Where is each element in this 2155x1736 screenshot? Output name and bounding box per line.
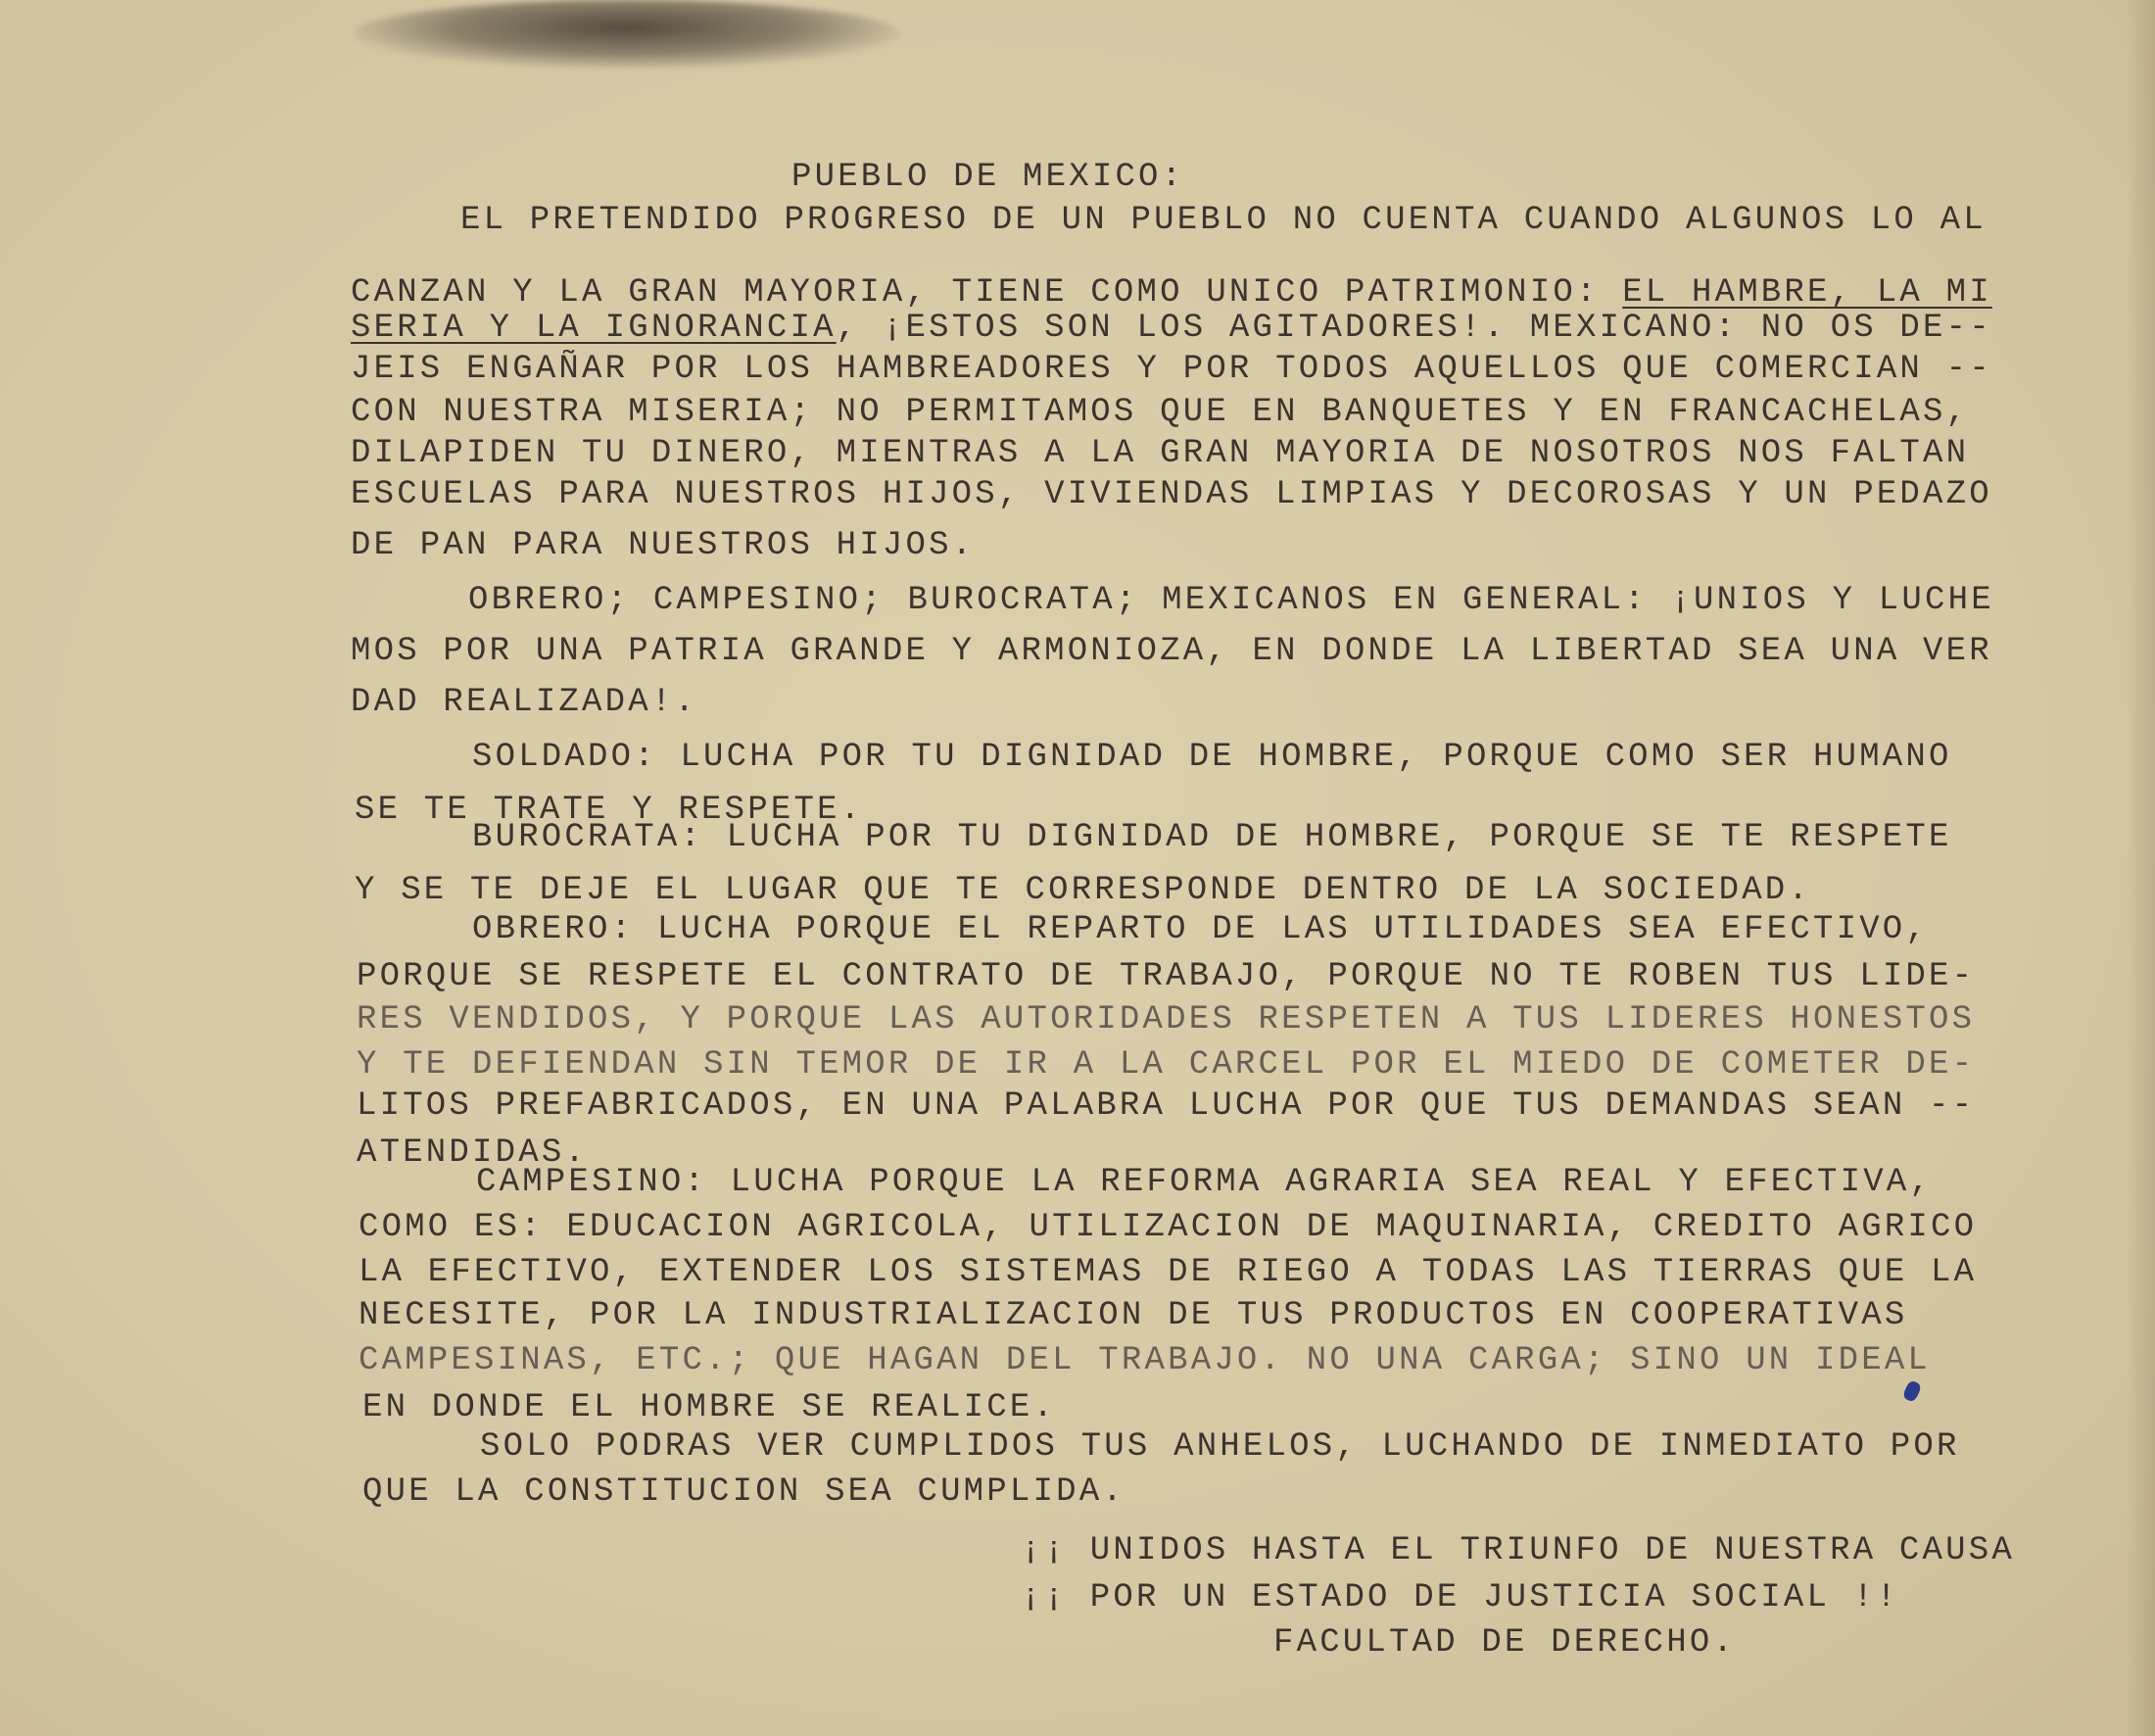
slogan-line1: ¡¡ UNIDOS HASTA EL TRIUNFO DE NUESTRA CAUSA (1021, 1532, 2015, 1569)
ink-smudge (353, 0, 901, 69)
burocrata-line2: Y SE TE DEJE EL LUGAR QUE TE CORRESPONDE DENTRO DE LA SOCIEDAD. (355, 872, 1812, 909)
paragraph1-line3: SERIA Y LA IGNORANCIA, ¡ESTOS SON LOS AGITADORES!. MEXICANO: NO OS DE-- (351, 310, 1992, 347)
obrero-line2: PORQUE SE RESPETE EL CONTRATO DE TRABAJO, PORQUE NO TE ROBEN TUS LIDE- (357, 958, 1976, 995)
campesino-line3: LA EFECTIVO, EXTENDER LOS SISTEMAS DE RIEGO A TODAS LAS TIERRAS QUE LA (359, 1254, 1978, 1291)
campesino-line2: COMO ES: EDUCACION AGRICOLA, UTILIZACION DE MAQUINARIA, CREDITO AGRICO (359, 1209, 1978, 1246)
closing-line1: SOLO PODRAS VER CUMPLIDOS TUS ANHELOS, LUCHANDO DE INMEDIATO POR (480, 1428, 1960, 1466)
soldado-line1: SOLDADO: LUCHA POR TU DIGNIDAD DE HOMBRE, PORQUE COMO SER HUMANO (472, 739, 1952, 776)
page-title: PUEBLO DE MEXICO: (791, 159, 1185, 196)
paragraph1-line5: CON NUESTRA MISERIA; NO PERMITAMOS QUE EN BANQUETES Y EN FRANCACHELAS, (351, 394, 1970, 431)
paragraph1-line7: ESCUELAS PARA NUESTROS HIJOS, VIVIENDAS LIMPIAS Y DECOROSAS Y UN PEDAZO (351, 476, 1992, 513)
underlined-phrase: SERIA Y LA IGNORANCIA (351, 310, 837, 347)
obrero-line3: RES VENDIDOS, Y PORQUE LAS AUTORIDADES RESPETEN A TUS LIDERES HONESTOS (357, 1001, 1976, 1038)
paragraph1-line4: JEIS ENGAÑAR POR LOS HAMBREADORES Y POR TODOS AQUELLOS QUE COMERCIAN -- (351, 351, 1992, 388)
slogan-line2: ¡¡ POR UN ESTADO DE JUSTICIA SOCIAL !! (1021, 1579, 1899, 1616)
campesino-line4: NECESITE, POR LA INDUSTRIALIZACION DE TUS PRODUCTOS EN COOPERATIVAS (359, 1297, 1908, 1334)
paragraph2-line2: MOS POR UNA PATRIA GRANDE Y ARMONIOZA, EN DONDE LA LIBERTAD SEA UNA VER (351, 633, 1992, 670)
obrero-line4: Y TE DEFIENDAN SIN TEMOR DE IR A LA CARCEL POR EL MIEDO DE COMETER DE- (357, 1046, 1976, 1084)
paragraph2-line1: OBRERO; CAMPESINO; BUROCRATA; MEXICANOS EN GENERAL: ¡UNIOS Y LUCHE (468, 582, 1994, 619)
obrero-line5: LITOS PREFABRICADOS, EN UNA PALABRA LUCHA POR QUE TUS DEMANDAS SEAN -- (357, 1087, 1976, 1125)
burocrata-line1: BUROCRATA: LUCHA POR TU DIGNIDAD DE HOMBRE, PORQUE SE TE RESPETE (472, 819, 1952, 856)
campesino-line1: CAMPESINO: LUCHA PORQUE LA REFORMA AGRARIA SEA REAL Y EFECTIVA, (476, 1164, 1934, 1201)
obrero-line6: ATENDIDAS. (357, 1134, 589, 1172)
paragraph2-line3: DAD REALIZADA!. (351, 684, 698, 721)
soldado-line2: SE TE TRATE Y RESPETE. (355, 792, 864, 829)
campesino-line5: CAMPESINAS, ETC.; QUE HAGAN DEL TRABAJO. NO UNA CARGA; SINO UN IDEAL (359, 1342, 1932, 1379)
closing-line2: QUE LA CONSTITUCION SEA CUMPLIDA. (362, 1473, 1125, 1511)
paragraph1-line6: DILAPIDEN TU DINERO, MIENTRAS A LA GRAN MAYORIA DE NOSOTROS NOS FALTAN (351, 435, 1970, 472)
paragraph1-line8: DE PAN PARA NUESTROS HIJOS. (351, 527, 976, 564)
paper-edge-shadow (2126, 0, 2155, 1736)
underlined-phrase: EL HAMBRE, LA MI (1622, 274, 1992, 312)
blue-ink-spot (1901, 1379, 1922, 1403)
signature: FACULTAD DE DERECHO. (1273, 1624, 1737, 1662)
paragraph1-line1: EL PRETENDIDO PROGRESO DE UN PUEBLO NO CUENTA CUANDO ALGUNOS LO AL (460, 202, 1987, 239)
paragraph1-line2: CANZAN Y LA GRAN MAYORIA, TIENE COMO UNICO PATRIMONIO: EL HAMBRE, LA MI (351, 274, 1992, 312)
campesino-line6: EN DONDE EL HOMBRE SE REALICE. (362, 1389, 1057, 1426)
obrero-line1: OBRERO: LUCHA PORQUE EL REPARTO DE LAS UTILIDADES SEA EFECTIVO, (472, 911, 1930, 948)
